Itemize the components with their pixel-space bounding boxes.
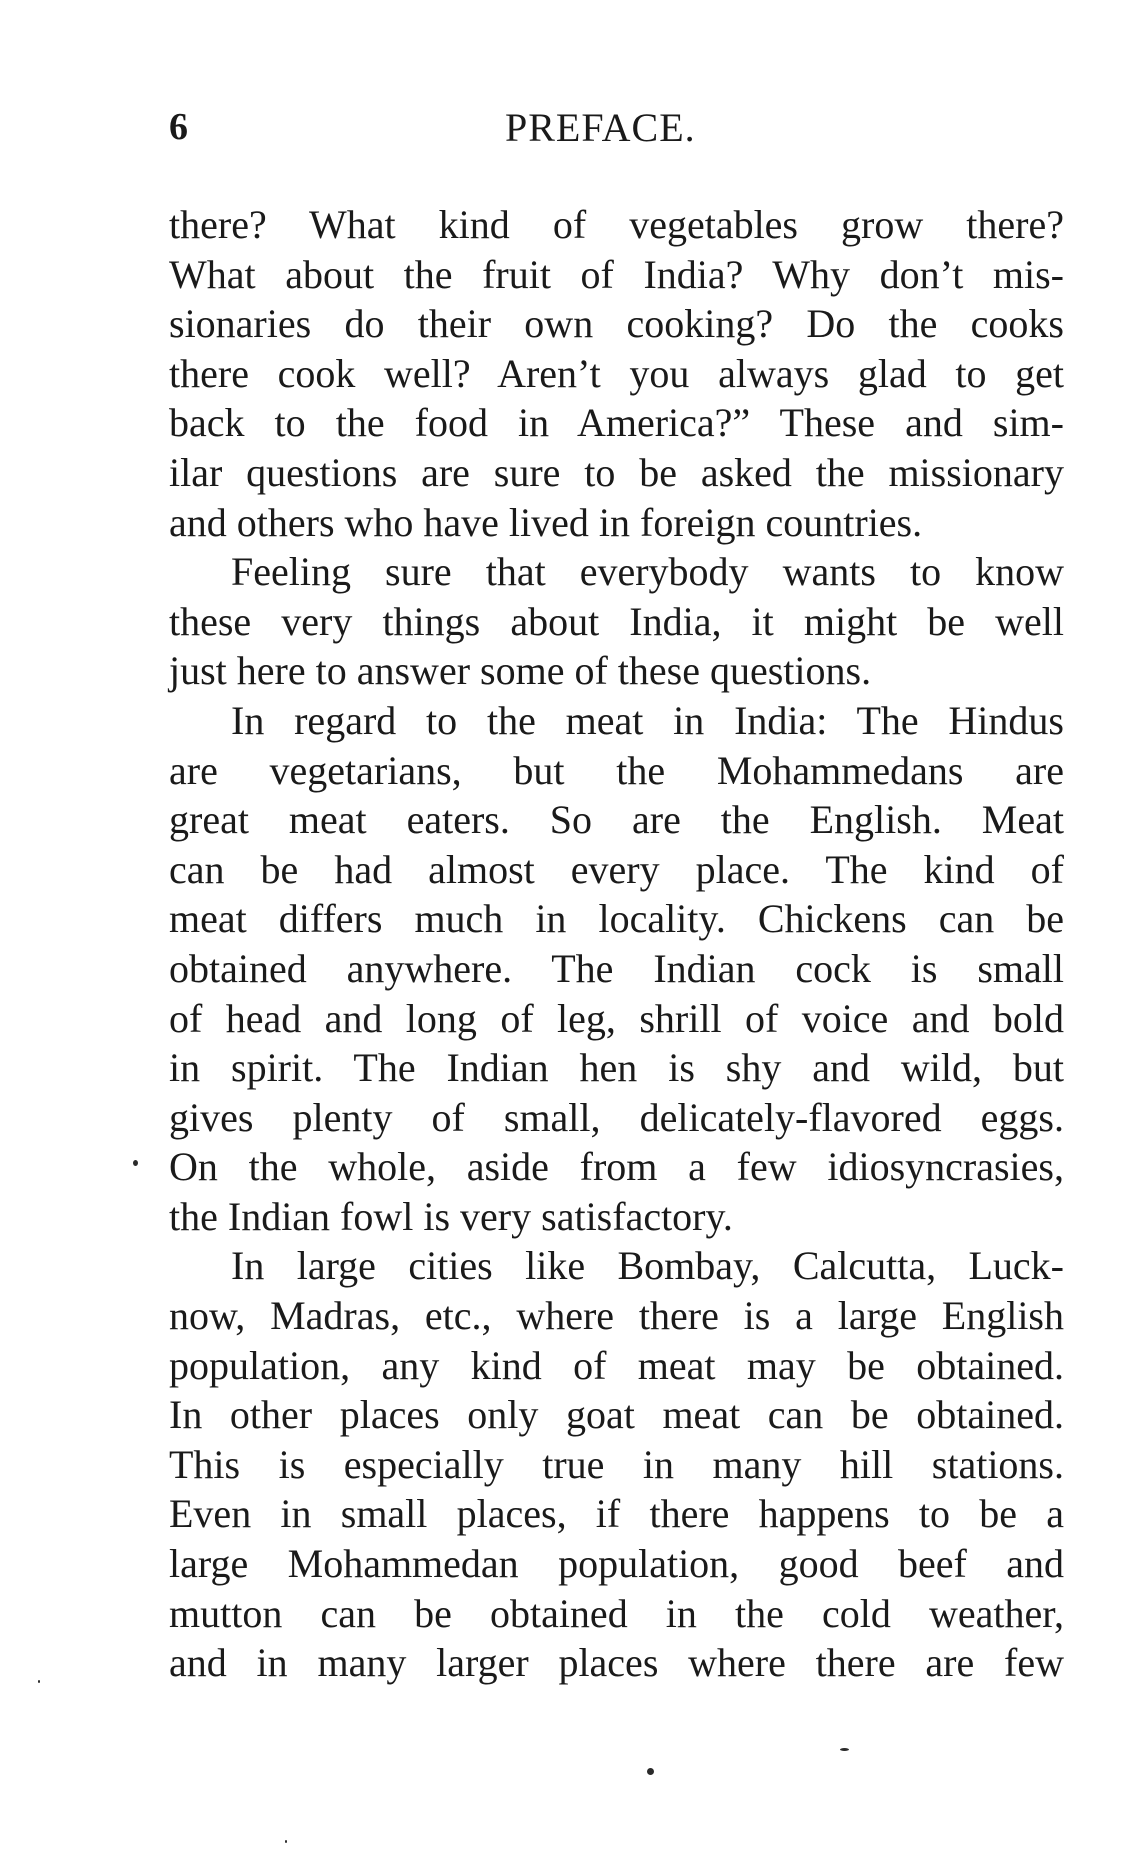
text-line: these very things about India, it might be well xyxy=(169,598,1064,644)
text-line: and others who have lived in foreign countries. xyxy=(169,499,923,545)
text-line: obtained anywhere. The Indian cock is small xyxy=(169,945,1064,991)
text-line: can be had almost every place. The kind of xyxy=(169,846,1064,892)
running-head: PREFACE. xyxy=(505,105,696,150)
text-line: back to the food in America?” These and sim- xyxy=(169,400,1064,446)
text-line: the Indian fowl is very satisfactory. xyxy=(169,1193,733,1239)
text-line: Even in small places, if there happens to be a xyxy=(169,1491,1064,1537)
text-line: large Mohammedan population, good beef and xyxy=(169,1541,1064,1587)
text-line: On the whole, aside from a few idiosyncrasies, xyxy=(169,1144,1064,1190)
text-line: This is especially true in many hill stations. xyxy=(169,1441,1064,1487)
text-line: In other places only goat meat can be obtained. xyxy=(169,1392,1064,1438)
text-line: in spirit. The Indian hen is shy and wild, but xyxy=(169,1045,1064,1091)
text-line: great meat eaters. So are the English. Meat xyxy=(169,797,1064,843)
text-line: are vegetarians, but the Mohammedans are xyxy=(169,747,1064,793)
text-line: mutton can be obtained in the cold weather, xyxy=(169,1590,1064,1636)
text-line: In regard to the meat in India: The Hindus xyxy=(231,697,1064,743)
text-line: of head and long of leg, shrill of voice and bold xyxy=(169,995,1064,1041)
text-line: ilar questions are sure to be asked the missionary xyxy=(169,449,1064,495)
text-line: sionaries do their own cooking? Do the cooks xyxy=(169,301,1064,347)
text-line: population, any kind of meat may be obtained. xyxy=(169,1342,1064,1388)
text-line: there cook well? Aren’t you always glad to get xyxy=(169,350,1064,396)
scan-speck xyxy=(840,1748,849,1751)
text-line: just here to answer some of these questions. xyxy=(169,648,872,694)
scan-speck xyxy=(285,1840,287,1843)
scan-speck xyxy=(38,1680,40,1683)
text-line: gives plenty of small, delicately-flavored eggs. xyxy=(169,1094,1064,1140)
scan-speck xyxy=(647,1768,654,1775)
text-line: there? What kind of vegetables grow there? xyxy=(169,202,1064,247)
page-number: 6 xyxy=(169,106,188,148)
text-line: What about the fruit of India? Why don’t mis- xyxy=(169,251,1064,297)
text-line: In large cities like Bombay, Calcutta, Luck- xyxy=(231,1243,1064,1289)
text-line: Feeling sure that everybody wants to know xyxy=(231,549,1064,595)
scan-speck xyxy=(133,1160,138,1166)
body-text xyxy=(169,200,1064,1688)
text-line: and in many larger places where there are few xyxy=(169,1640,1064,1686)
text-line: meat differs much in locality. Chickens can be xyxy=(169,896,1064,942)
text-line: now, Madras, etc., where there is a large English xyxy=(169,1293,1064,1339)
